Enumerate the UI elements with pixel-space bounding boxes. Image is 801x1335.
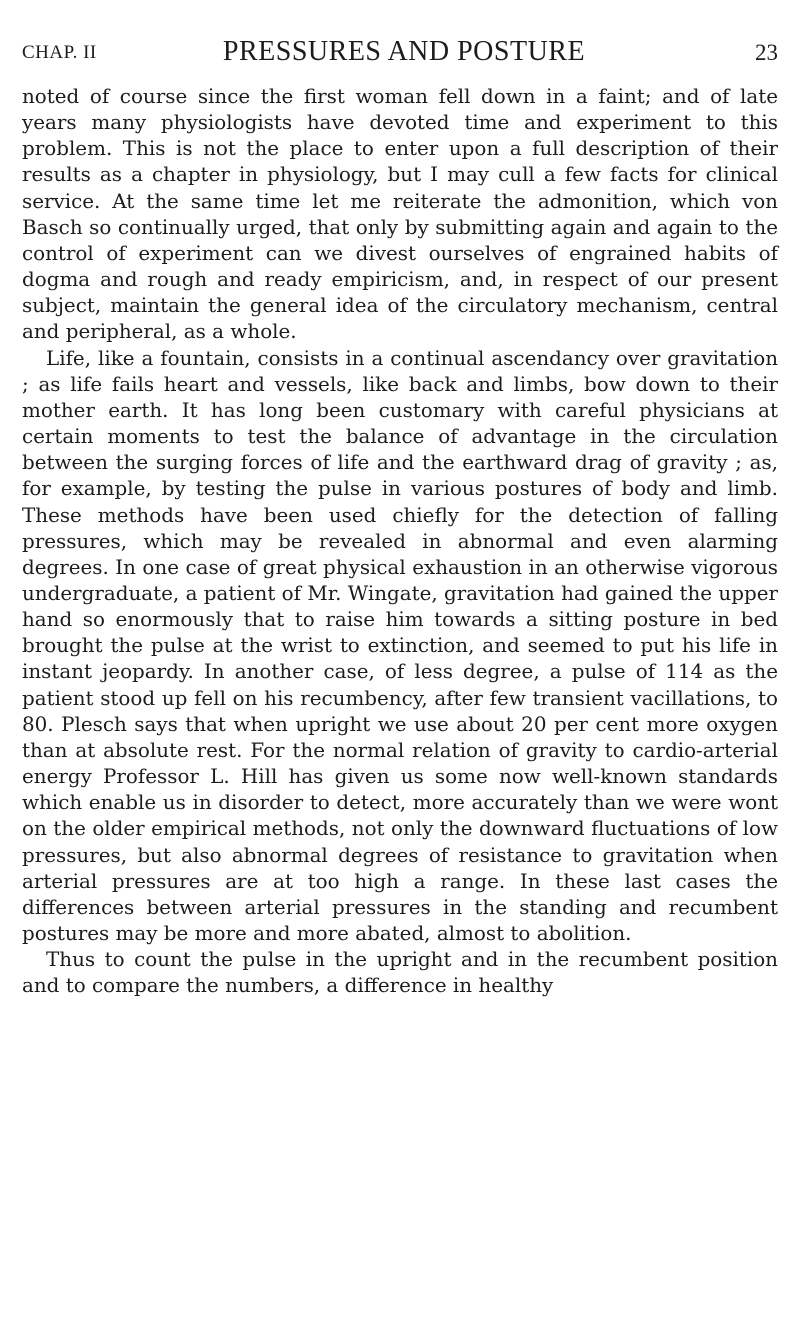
running-title: PRESSURES AND POSTURE	[222, 36, 586, 67]
paragraph-3: Thus to count the pulse in the upright and in the recumbent position and to compare the numbers, a difference in healthy	[22, 948, 778, 998]
body-text	[22, 84, 778, 999]
page-number: 23	[755, 40, 778, 65]
paragraph-1: noted of course since the first woman fell down in a faint; and of late years many physiologists have devoted time and experiment to this problem. This is not the place to enter upon a full description of their results as a chapter in physiology, but I may cull a few facts for clinical service. At the same time let me reiterate the admonition, which von Basch so continually urged, that only by submitting again and again to the control of experiment can we divest ourselves of engrained habits of dogma and rough and ready empiricism, and, in respect of our present subject, maintain the general idea of the circulatory mechanism, central and peripheral, as a whole.	[22, 85, 778, 344]
chapter-label: CHAP. II	[22, 42, 97, 63]
paragraph-2: Life, like a fountain, consists in a continual ascendancy over gravitation ; as life fails heart and vessels, like back and limbs, bow down to their mother earth. It has long been customary with careful physicians at certain moments to test the balance of advantage in the circulation between the surging forces of life and the earthward drag of gravity ; as, for example, by testing the pulse in various postures of body and limb. These methods have been used chiefly for the detection of falling pressures, which may be revealed in abnormal and even alarming degrees. In one case of great physical exhaustion in an otherwise vigorous undergraduate, a patient of Mr. Wingate, gravitation had gained the upper hand so enormously that to raise him towards a sitting posture in bed brought the pulse at the wrist to extinction, and seemed to put his life in instant jeopardy. In another case, of less degree, a pulse of 114 as the patient stood up fell on his recumbency, after few transient vacillations, to 80. Plesch says that when upright we use about 20 per cent more oxygen than at absolute rest. For the normal relation of gravity to cardio-arterial energy Professor L. Hill has given us some now well-known standards which enable us in disorder to detect, more accurately than we were wont on the older empirical methods, not only the downward fluctuations of low pressures, but also abnormal degrees of resistance to gravitation when arterial pressures are at too high a range. In these last cases the differences between arterial pressures in the standing and recumbent postures may be more and more abated, almost to abolition.	[22, 346, 778, 945]
running-header	[22, 36, 778, 70]
